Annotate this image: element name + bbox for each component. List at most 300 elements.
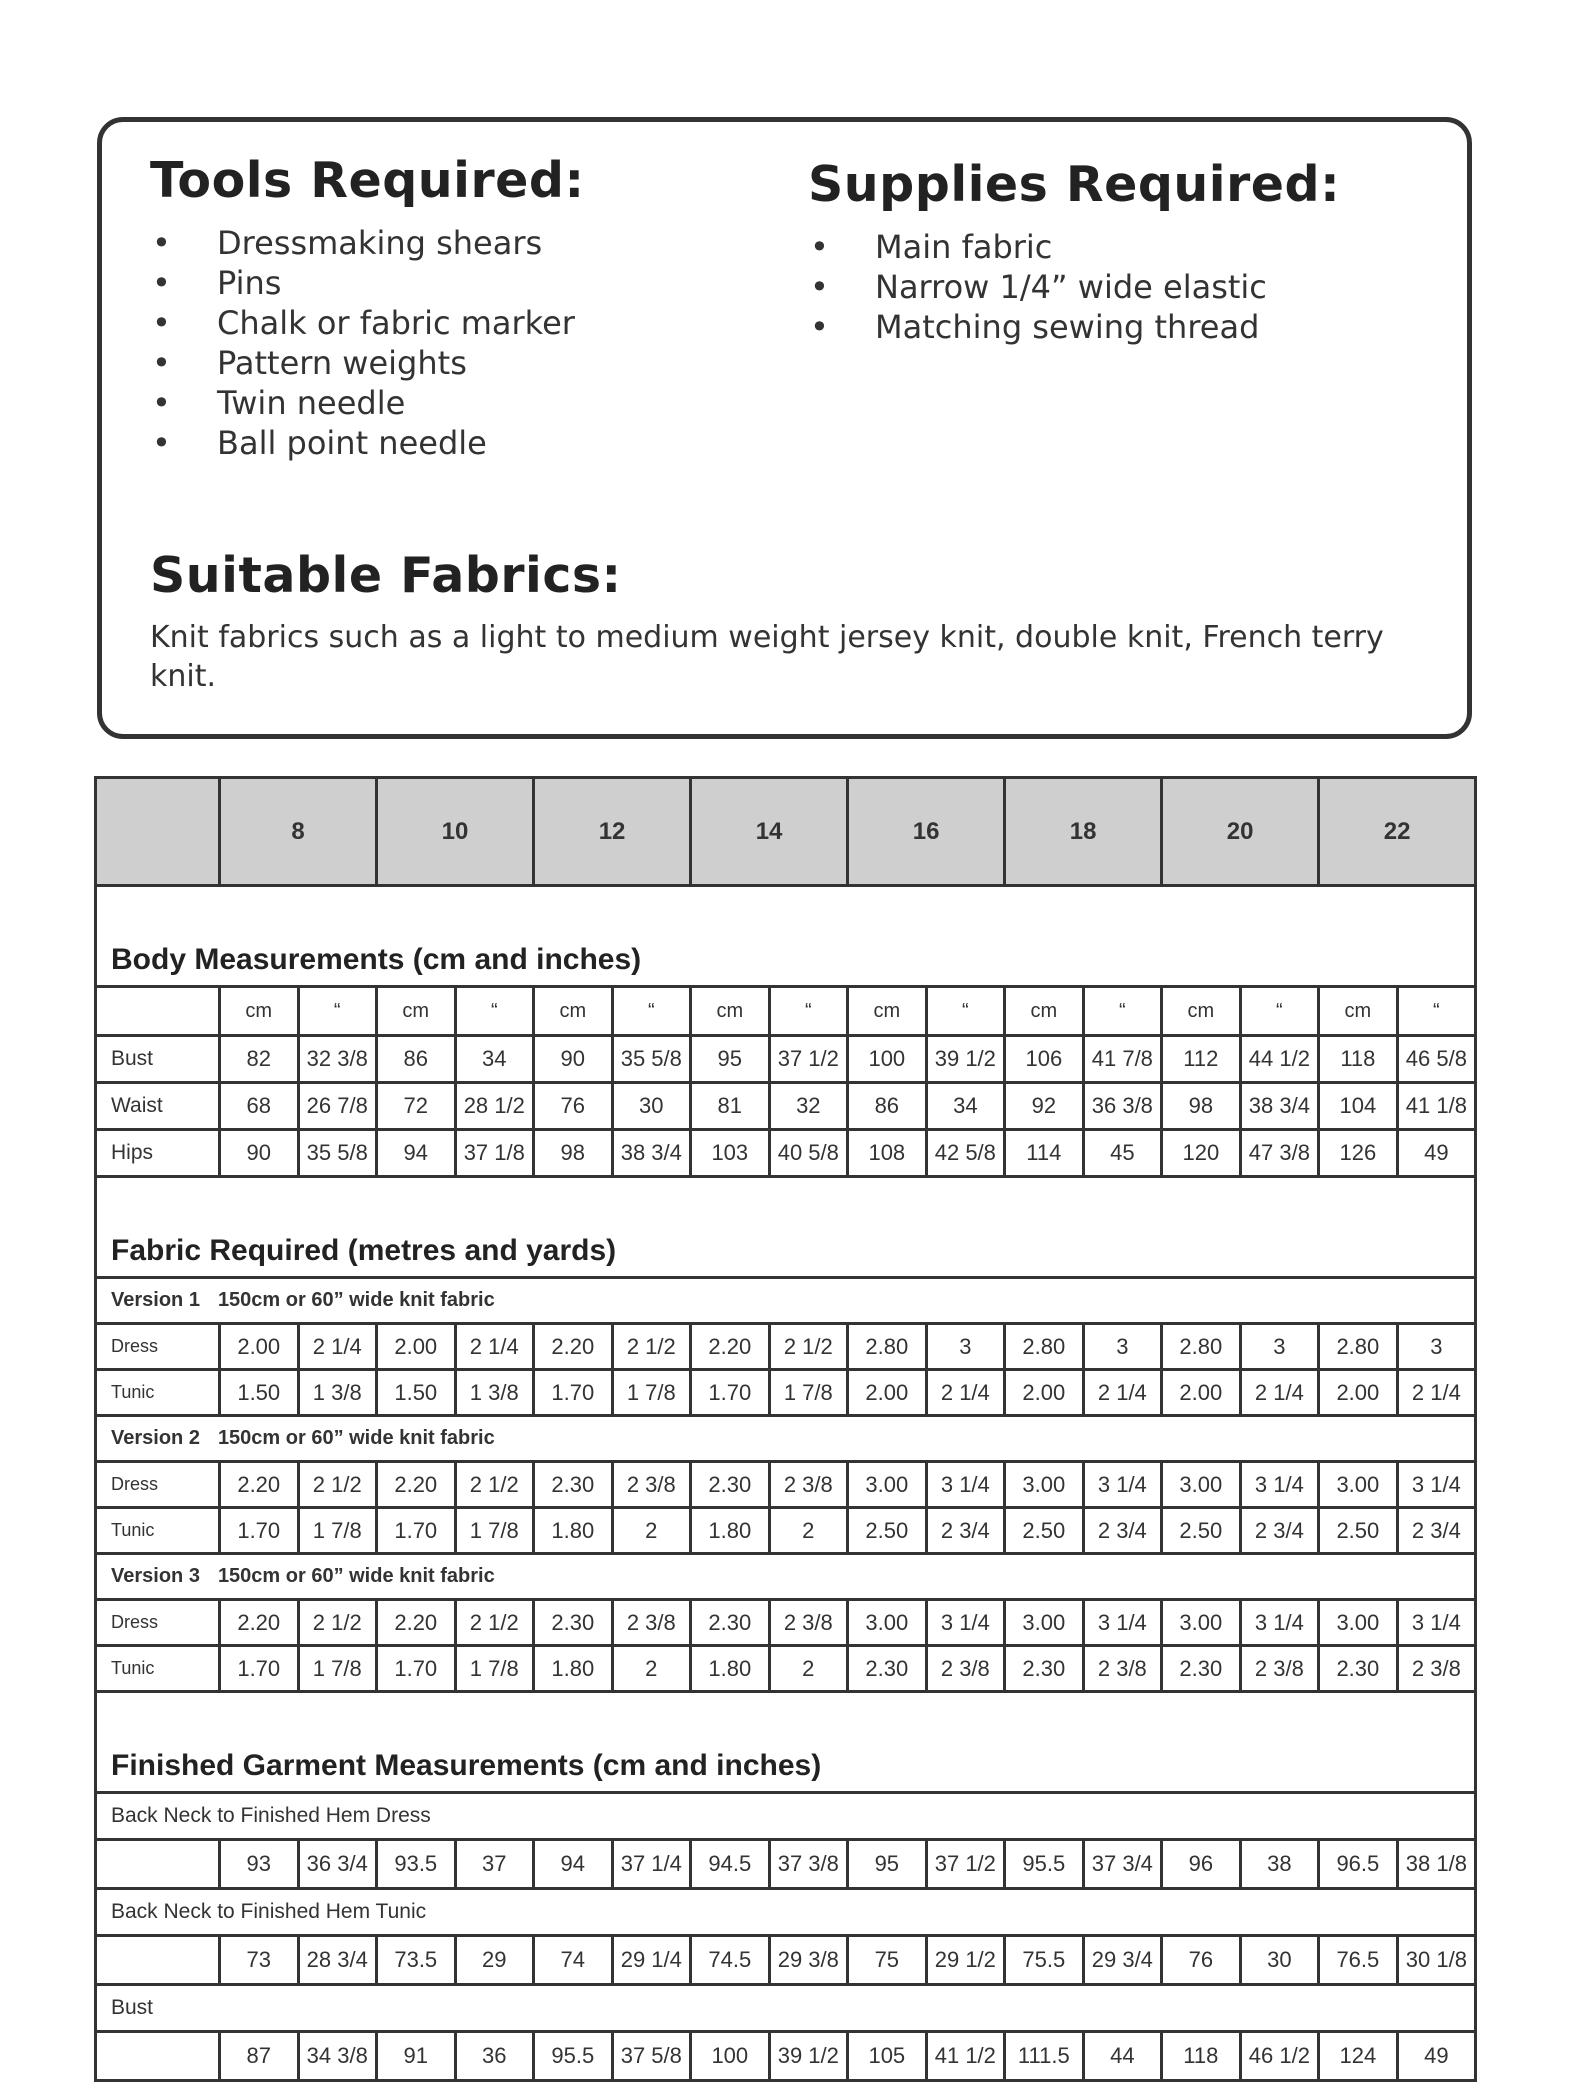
value-cell: 37 bbox=[455, 1840, 534, 1889]
list-item bbox=[150, 223, 585, 263]
value-cell: 1.70 bbox=[220, 1508, 299, 1554]
value-cell: 124 bbox=[1319, 2032, 1398, 2081]
value-cell: “ bbox=[455, 987, 534, 1036]
value-cell: cm bbox=[1319, 987, 1398, 1036]
value-cell: 1.80 bbox=[691, 1646, 770, 1692]
value-cell: 49 bbox=[1397, 1130, 1476, 1177]
value-cell: 1 7/8 bbox=[769, 1370, 848, 1416]
list-item-label: Pattern weights bbox=[217, 344, 467, 382]
row-label bbox=[96, 1936, 220, 1985]
value-cell: “ bbox=[769, 987, 848, 1036]
value-cell: 104 bbox=[1319, 1083, 1398, 1130]
finished-label-row bbox=[96, 1793, 1476, 1840]
finished-label: Back Neck to Finished Hem Dress bbox=[96, 1793, 1476, 1840]
value-cell: 41 1/8 bbox=[1397, 1083, 1476, 1130]
value-cell: 3 1/4 bbox=[1083, 1462, 1162, 1508]
row-label: Bust bbox=[96, 1036, 220, 1083]
value-cell: “ bbox=[298, 987, 377, 1036]
value-cell: 2 1/4 bbox=[1083, 1370, 1162, 1416]
value-cell: 90 bbox=[534, 1036, 613, 1083]
value-cell: 2.20 bbox=[377, 1462, 456, 1508]
supplies-heading: Supplies Required: bbox=[808, 156, 1341, 213]
value-cell: 91 bbox=[377, 2032, 456, 2081]
finished-label: Back Neck to Finished Hem Tunic bbox=[96, 1889, 1476, 1936]
value-cell: “ bbox=[926, 987, 1005, 1036]
size-header-cell: 20 bbox=[1162, 778, 1319, 886]
value-cell: 37 1/2 bbox=[926, 1840, 1005, 1889]
row-label bbox=[96, 1840, 220, 1889]
value-cell: 3 1/4 bbox=[1397, 1462, 1476, 1508]
value-cell: 108 bbox=[848, 1130, 927, 1177]
value-cell: 94.5 bbox=[691, 1840, 770, 1889]
version-label bbox=[96, 1554, 1476, 1600]
row-label: Tunic bbox=[96, 1370, 220, 1416]
value-cell: 2 3/4 bbox=[926, 1508, 1005, 1554]
value-cell: 2 1/2 bbox=[298, 1600, 377, 1646]
value-cell: “ bbox=[1083, 987, 1162, 1036]
list-item-label: Narrow 1/4” wide elastic bbox=[875, 268, 1267, 306]
value-cell: 3 1/4 bbox=[1240, 1600, 1319, 1646]
finished-garment-heading-row bbox=[96, 1692, 1476, 1793]
value-cell: 38 1/8 bbox=[1397, 1840, 1476, 1889]
value-cell: 98 bbox=[1162, 1083, 1241, 1130]
value-cell: 3.00 bbox=[848, 1462, 927, 1508]
value-cell: 41 7/8 bbox=[1083, 1036, 1162, 1083]
value-cell: 94 bbox=[534, 1840, 613, 1889]
tools-heading: Tools Required: bbox=[150, 152, 585, 209]
value-cell: 118 bbox=[1319, 1036, 1398, 1083]
fabric-amount-row bbox=[96, 1370, 1476, 1416]
value-cell: 2 1/2 bbox=[455, 1462, 534, 1508]
value-cell: 95.5 bbox=[1005, 1840, 1084, 1889]
value-cell: 74 bbox=[534, 1936, 613, 1985]
value-cell: 2 1/4 bbox=[298, 1324, 377, 1370]
value-cell: 34 3/8 bbox=[298, 2032, 377, 2081]
value-cell: 36 3/8 bbox=[1083, 1083, 1162, 1130]
value-cell: 81 bbox=[691, 1083, 770, 1130]
value-cell: 38 3/4 bbox=[612, 1130, 691, 1177]
value-cell: 45 bbox=[1083, 1130, 1162, 1177]
bullet-icon: • bbox=[810, 268, 829, 306]
list-item bbox=[150, 383, 585, 423]
value-cell: 3.00 bbox=[1162, 1462, 1241, 1508]
value-cell: 32 bbox=[769, 1083, 848, 1130]
list-item bbox=[150, 303, 585, 343]
value-cell: 105 bbox=[848, 2032, 927, 2081]
body-measurements-heading-row bbox=[96, 886, 1476, 987]
value-cell: 2 bbox=[769, 1646, 848, 1692]
value-cell: 1.70 bbox=[534, 1370, 613, 1416]
size-chart-body bbox=[96, 886, 1476, 2081]
value-cell: 93 bbox=[220, 1840, 299, 1889]
value-cell: 114 bbox=[1005, 1130, 1084, 1177]
version-row bbox=[96, 1416, 1476, 1462]
value-cell: 3.00 bbox=[1005, 1462, 1084, 1508]
version-fabric: 150cm or 60” wide knit fabric bbox=[217, 1565, 495, 1587]
size-header-row bbox=[96, 778, 1476, 886]
version-name: Version 2 bbox=[111, 1427, 200, 1449]
value-cell: 2 3/8 bbox=[769, 1600, 848, 1646]
value-cell: 126 bbox=[1319, 1130, 1398, 1177]
fabric-amount-row bbox=[96, 1462, 1476, 1508]
supplies-list bbox=[808, 227, 1340, 347]
version-fabric: 150cm or 60” wide knit fabric bbox=[217, 1289, 495, 1311]
value-cell: 2.30 bbox=[1005, 1646, 1084, 1692]
value-cell: 2.00 bbox=[1162, 1370, 1241, 1416]
finished-measurement-row bbox=[96, 1840, 1476, 1889]
value-cell: 2 1/2 bbox=[455, 1600, 534, 1646]
value-cell: 2 1/4 bbox=[455, 1324, 534, 1370]
value-cell: 47 3/8 bbox=[1240, 1130, 1319, 1177]
header-corner-cell bbox=[96, 778, 220, 886]
value-cell: 36 bbox=[455, 2032, 534, 2081]
size-header-cell: 22 bbox=[1319, 778, 1476, 886]
value-cell: 2 bbox=[769, 1508, 848, 1554]
value-cell: 2 1/2 bbox=[298, 1462, 377, 1508]
value-cell: 29 bbox=[455, 1936, 534, 1985]
value-cell: 2 3/8 bbox=[612, 1600, 691, 1646]
value-cell: 68 bbox=[220, 1083, 299, 1130]
value-cell: 76 bbox=[534, 1083, 613, 1130]
value-cell: 26 7/8 bbox=[298, 1083, 377, 1130]
value-cell: 3 bbox=[1397, 1324, 1476, 1370]
value-cell: 2.20 bbox=[220, 1462, 299, 1508]
value-cell: 30 1/8 bbox=[1397, 1936, 1476, 1985]
row-label: Dress bbox=[96, 1600, 220, 1646]
value-cell: 86 bbox=[377, 1036, 456, 1083]
value-cell: cm bbox=[691, 987, 770, 1036]
value-cell: 2 3/4 bbox=[1083, 1508, 1162, 1554]
value-cell: 1.80 bbox=[691, 1508, 770, 1554]
value-cell: 2 3/8 bbox=[1240, 1646, 1319, 1692]
size-header-cell: 16 bbox=[848, 778, 1005, 886]
value-cell: 38 3/4 bbox=[1240, 1083, 1319, 1130]
value-cell: 29 3/8 bbox=[769, 1936, 848, 1985]
value-cell: 2.80 bbox=[1162, 1324, 1241, 1370]
fabric-amount-row bbox=[96, 1508, 1476, 1554]
value-cell: 3.00 bbox=[1319, 1600, 1398, 1646]
value-cell: 2.00 bbox=[848, 1370, 927, 1416]
value-cell: 76 bbox=[1162, 1936, 1241, 1985]
row-label bbox=[96, 987, 220, 1036]
value-cell: 2.20 bbox=[220, 1600, 299, 1646]
list-item bbox=[808, 267, 1340, 307]
fabric-amount-row bbox=[96, 1324, 1476, 1370]
value-cell: 2 3/8 bbox=[769, 1462, 848, 1508]
value-cell: 2.20 bbox=[377, 1600, 456, 1646]
value-cell: cm bbox=[377, 987, 456, 1036]
value-cell: 37 1/2 bbox=[769, 1036, 848, 1083]
value-cell: 46 1/2 bbox=[1240, 2032, 1319, 2081]
value-cell: 29 1/2 bbox=[926, 1936, 1005, 1985]
value-cell: 49 bbox=[1397, 2032, 1476, 2081]
value-cell: 3 1/4 bbox=[1397, 1600, 1476, 1646]
value-cell: 35 5/8 bbox=[298, 1130, 377, 1177]
list-item-label: Dressmaking shears bbox=[217, 224, 543, 262]
value-cell: 30 bbox=[1240, 1936, 1319, 1985]
value-cell: “ bbox=[1397, 987, 1476, 1036]
supplies-section bbox=[808, 156, 1340, 347]
value-cell: 3 1/4 bbox=[1083, 1600, 1162, 1646]
value-cell: 2 3/4 bbox=[1397, 1508, 1476, 1554]
value-cell: 28 3/4 bbox=[298, 1936, 377, 1985]
value-cell: 103 bbox=[691, 1130, 770, 1177]
list-item-label: Ball point needle bbox=[217, 424, 487, 462]
list-item-label: Main fabric bbox=[875, 228, 1053, 266]
fabric-required-heading-row bbox=[96, 1177, 1476, 1278]
fabrics-description: Knit fabrics such as a light to medium weight jersey knit, double knit, French terry knit. bbox=[150, 620, 1384, 694]
value-cell: 42 5/8 bbox=[926, 1130, 1005, 1177]
finished-measurement-row bbox=[96, 2032, 1476, 2081]
value-cell: 92 bbox=[1005, 1083, 1084, 1130]
bullet-icon: • bbox=[152, 304, 171, 342]
value-cell: 2 3/8 bbox=[612, 1462, 691, 1508]
value-cell: 34 bbox=[455, 1036, 534, 1083]
value-cell: 37 1/8 bbox=[455, 1130, 534, 1177]
value-cell: 111.5 bbox=[1005, 2032, 1084, 2081]
value-cell: 3.00 bbox=[1162, 1600, 1241, 1646]
version-row bbox=[96, 1554, 1476, 1600]
value-cell: 87 bbox=[220, 2032, 299, 2081]
value-cell: cm bbox=[534, 987, 613, 1036]
value-cell: 106 bbox=[1005, 1036, 1084, 1083]
value-cell: cm bbox=[220, 987, 299, 1036]
row-label: Hips bbox=[96, 1130, 220, 1177]
value-cell: 75.5 bbox=[1005, 1936, 1084, 1985]
value-cell: 37 3/8 bbox=[769, 1840, 848, 1889]
bullet-icon: • bbox=[152, 424, 171, 462]
finished-label: Bust bbox=[96, 1985, 1476, 2032]
value-cell: 2.50 bbox=[1005, 1508, 1084, 1554]
value-cell: 1 7/8 bbox=[612, 1370, 691, 1416]
value-cell: 2.30 bbox=[534, 1600, 613, 1646]
value-cell: cm bbox=[1162, 987, 1241, 1036]
value-cell: 100 bbox=[691, 2032, 770, 2081]
value-cell: 35 5/8 bbox=[612, 1036, 691, 1083]
value-cell: 2.30 bbox=[1162, 1646, 1241, 1692]
list-item bbox=[150, 343, 585, 383]
value-cell: 2 3/4 bbox=[1240, 1508, 1319, 1554]
value-cell: 36 3/4 bbox=[298, 1840, 377, 1889]
list-item-label: Pins bbox=[217, 264, 282, 302]
finished-measurement-row bbox=[96, 1936, 1476, 1985]
value-cell: 38 bbox=[1240, 1840, 1319, 1889]
body-measurement-row bbox=[96, 1083, 1476, 1130]
value-cell: “ bbox=[1240, 987, 1319, 1036]
finished-label-row bbox=[96, 1889, 1476, 1936]
value-cell: 1.50 bbox=[377, 1370, 456, 1416]
list-item-label: Chalk or fabric marker bbox=[217, 304, 575, 342]
value-cell: 2 1/4 bbox=[926, 1370, 1005, 1416]
size-header-cell: 18 bbox=[1005, 778, 1162, 886]
body-measurement-row bbox=[96, 1130, 1476, 1177]
value-cell: 3 bbox=[926, 1324, 1005, 1370]
value-cell: 3 bbox=[1240, 1324, 1319, 1370]
value-cell: 1.50 bbox=[220, 1370, 299, 1416]
bullet-icon: • bbox=[152, 264, 171, 302]
value-cell: 3 bbox=[1083, 1324, 1162, 1370]
row-label: Waist bbox=[96, 1083, 220, 1130]
value-cell: 75 bbox=[848, 1936, 927, 1985]
value-cell: 2.00 bbox=[1005, 1370, 1084, 1416]
value-cell: 94 bbox=[377, 1130, 456, 1177]
value-cell: 96 bbox=[1162, 1840, 1241, 1889]
value-cell: 37 1/4 bbox=[612, 1840, 691, 1889]
value-cell: 2 1/4 bbox=[1240, 1370, 1319, 1416]
value-cell: cm bbox=[1005, 987, 1084, 1036]
row-label: Dress bbox=[96, 1324, 220, 1370]
value-cell: 1.70 bbox=[691, 1370, 770, 1416]
value-cell: 2.30 bbox=[691, 1462, 770, 1508]
value-cell: 74.5 bbox=[691, 1936, 770, 1985]
value-cell: 1 7/8 bbox=[298, 1508, 377, 1554]
size-header-cell: 8 bbox=[220, 778, 377, 886]
value-cell: 1.70 bbox=[377, 1508, 456, 1554]
value-cell: 73 bbox=[220, 1936, 299, 1985]
value-cell: 44 bbox=[1083, 2032, 1162, 2081]
value-cell: 40 5/8 bbox=[769, 1130, 848, 1177]
value-cell: 2 3/8 bbox=[1083, 1646, 1162, 1692]
section-title: Finished Garment Measurements (cm and inches) bbox=[96, 1692, 1476, 1793]
requirements-panel bbox=[97, 117, 1472, 739]
value-cell: 90 bbox=[220, 1130, 299, 1177]
value-cell: 2.20 bbox=[691, 1324, 770, 1370]
value-cell: 1 7/8 bbox=[455, 1646, 534, 1692]
size-chart-table bbox=[94, 776, 1477, 2082]
value-cell: 1 3/8 bbox=[455, 1370, 534, 1416]
value-cell: 96.5 bbox=[1319, 1840, 1398, 1889]
list-item-label: Matching sewing thread bbox=[875, 308, 1260, 346]
bullet-icon: • bbox=[810, 228, 829, 266]
value-cell: 73.5 bbox=[377, 1936, 456, 1985]
row-label: Tunic bbox=[96, 1508, 220, 1554]
value-cell: “ bbox=[612, 987, 691, 1036]
size-header-cell: 12 bbox=[534, 778, 691, 886]
value-cell: 2 3/8 bbox=[926, 1646, 1005, 1692]
bullet-icon: • bbox=[152, 224, 171, 262]
value-cell: 37 5/8 bbox=[612, 2032, 691, 2081]
value-cell: 1 7/8 bbox=[298, 1646, 377, 1692]
list-item bbox=[150, 423, 585, 463]
version-label bbox=[96, 1416, 1476, 1462]
value-cell: 2.80 bbox=[1319, 1324, 1398, 1370]
value-cell: 3 1/4 bbox=[926, 1462, 1005, 1508]
row-label: Dress bbox=[96, 1462, 220, 1508]
value-cell: 2.30 bbox=[691, 1600, 770, 1646]
value-cell: 28 1/2 bbox=[455, 1083, 534, 1130]
value-cell: 39 1/2 bbox=[769, 2032, 848, 2081]
value-cell: 120 bbox=[1162, 1130, 1241, 1177]
value-cell: 3.00 bbox=[1319, 1462, 1398, 1508]
finished-label-row bbox=[96, 1985, 1476, 2032]
value-cell: 2.50 bbox=[1162, 1508, 1241, 1554]
value-cell: 95 bbox=[691, 1036, 770, 1083]
value-cell: 46 5/8 bbox=[1397, 1036, 1476, 1083]
value-cell: 32 3/8 bbox=[298, 1036, 377, 1083]
value-cell: 41 1/2 bbox=[926, 2032, 1005, 2081]
value-cell: 93.5 bbox=[377, 1840, 456, 1889]
value-cell: 1.80 bbox=[534, 1508, 613, 1554]
section-title: Body Measurements (cm and inches) bbox=[96, 886, 1476, 987]
value-cell: 3.00 bbox=[1005, 1600, 1084, 1646]
value-cell: 1 3/8 bbox=[298, 1370, 377, 1416]
value-cell: 86 bbox=[848, 1083, 927, 1130]
value-cell: 1.70 bbox=[220, 1646, 299, 1692]
body-measurement-row bbox=[96, 1036, 1476, 1083]
value-cell: 1.80 bbox=[534, 1646, 613, 1692]
version-name: Version 3 bbox=[111, 1565, 200, 1587]
value-cell: 98 bbox=[534, 1130, 613, 1177]
bullet-icon: • bbox=[810, 308, 829, 346]
version-name: Version 1 bbox=[111, 1289, 200, 1311]
tools-section bbox=[150, 152, 585, 463]
fabrics-heading: Suitable Fabrics: bbox=[150, 547, 622, 604]
section-title: Fabric Required (metres and yards) bbox=[96, 1177, 1476, 1278]
value-cell: 2.30 bbox=[1319, 1646, 1398, 1692]
value-cell: 1.70 bbox=[377, 1646, 456, 1692]
row-label: Tunic bbox=[96, 1646, 220, 1692]
value-cell: 2 1/2 bbox=[612, 1324, 691, 1370]
value-cell: 3 1/4 bbox=[1240, 1462, 1319, 1508]
size-header-cell: 10 bbox=[377, 778, 534, 886]
value-cell: 2.80 bbox=[1005, 1324, 1084, 1370]
fabric-amount-row bbox=[96, 1646, 1476, 1692]
value-cell: 2 1/4 bbox=[1397, 1370, 1476, 1416]
list-item-label: Twin needle bbox=[217, 384, 406, 422]
value-cell: 95 bbox=[848, 1840, 927, 1889]
value-cell: 39 1/2 bbox=[926, 1036, 1005, 1083]
value-cell: 2.00 bbox=[220, 1324, 299, 1370]
value-cell: 82 bbox=[220, 1036, 299, 1083]
value-cell: 29 1/4 bbox=[612, 1936, 691, 1985]
version-row bbox=[96, 1278, 1476, 1324]
list-item bbox=[808, 307, 1340, 347]
row-label bbox=[96, 2032, 220, 2081]
value-cell: 76.5 bbox=[1319, 1936, 1398, 1985]
value-cell: 2.30 bbox=[534, 1462, 613, 1508]
value-cell: cm bbox=[848, 987, 927, 1036]
value-cell: 34 bbox=[926, 1083, 1005, 1130]
size-header-cell: 14 bbox=[691, 778, 848, 886]
value-cell: 112 bbox=[1162, 1036, 1241, 1083]
unit-row bbox=[96, 987, 1476, 1036]
value-cell: 2.20 bbox=[534, 1324, 613, 1370]
value-cell: 44 1/2 bbox=[1240, 1036, 1319, 1083]
list-item bbox=[808, 227, 1340, 267]
value-cell: 2.50 bbox=[848, 1508, 927, 1554]
value-cell: 2.00 bbox=[377, 1324, 456, 1370]
bullet-icon: • bbox=[152, 384, 171, 422]
value-cell: 2 3/8 bbox=[1397, 1646, 1476, 1692]
value-cell: 72 bbox=[377, 1083, 456, 1130]
value-cell: 2.50 bbox=[1319, 1508, 1398, 1554]
value-cell: 29 3/4 bbox=[1083, 1936, 1162, 1985]
value-cell: 2 1/2 bbox=[769, 1324, 848, 1370]
value-cell: 2.80 bbox=[848, 1324, 927, 1370]
tools-list bbox=[150, 223, 585, 463]
value-cell: 37 3/4 bbox=[1083, 1840, 1162, 1889]
suitable-fabrics-section bbox=[150, 547, 1450, 696]
value-cell: 100 bbox=[848, 1036, 927, 1083]
value-cell: 1 7/8 bbox=[455, 1508, 534, 1554]
value-cell: 2.00 bbox=[1319, 1370, 1398, 1416]
value-cell: 3.00 bbox=[848, 1600, 927, 1646]
list-item bbox=[150, 263, 585, 303]
value-cell: 30 bbox=[612, 1083, 691, 1130]
value-cell: 3 1/4 bbox=[926, 1600, 1005, 1646]
fabric-amount-row bbox=[96, 1600, 1476, 1646]
version-fabric: 150cm or 60” wide knit fabric bbox=[217, 1427, 495, 1449]
